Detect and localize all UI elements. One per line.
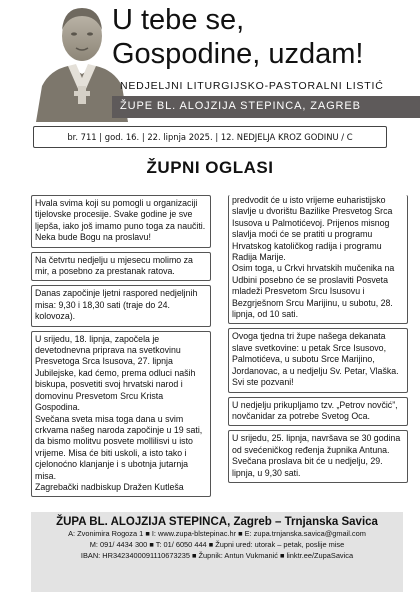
announcement-box xyxy=(31,285,211,326)
footer xyxy=(31,512,403,592)
masthead-subtitle: NEDJELJNI LITURGIJSKO-PASTORALNI LISTIĆ xyxy=(120,80,384,92)
parish-band xyxy=(112,96,420,118)
parish-band-text: ŽUPE BL. ALOJZIJA STEPINCA, ZAGREB xyxy=(120,100,361,112)
announcement-box xyxy=(31,195,211,248)
masthead-title-line1: U tebe se, xyxy=(112,4,245,36)
page-title: ŽUPNI OGLASI xyxy=(146,158,274,177)
announcement-text: Na četvrtu nedjelju u mjesecu molimo za mir, a posebno za prestanak ratova. xyxy=(35,254,193,277)
footer-iban-line: IBAN: HR3423400091110673235 ■ Župnik: Antun Vukmanić ■ linktr.ee/ZupaSavica xyxy=(80,551,354,560)
footer-address-line: A: Zvonimira Rogoza 1 ■ I: www.zupa-blstepinac.hr ■ E: zupa.trnjanska.savica@gmail.com xyxy=(68,529,366,538)
announcement-box xyxy=(228,397,408,427)
announcement-box xyxy=(31,252,211,282)
masthead-title-line2: Gospodine, uzdam! xyxy=(112,38,364,70)
issue-info: br. 711 | god. 16. | 22. lipnja 2025. | 12. NEDJELJA KROZ GODINU / C xyxy=(33,126,387,148)
announcement-text: U srijedu, 25. lipnja, navršava se 30 godina od svećeničkog ređenja župnika Antuna. Svečana proslava bit će u nedjelju, 29. lipnja, u 9,30 sati. xyxy=(232,433,401,478)
footer-title: ŽUPA BL. ALOJZIJA STEPINCA, Zagreb – Trnjanska Savica xyxy=(56,516,378,528)
announcement-text: U srijedu, 18. lipnja, započela je devetodnevna priprava na svetkovinu Presvetoga Srca Isusova, 27. lipnja Jubilejske, kad ćemo, prema odluci naših biskupa, posvetiti svoj hrvatski narod i domovinu Presvetom Srcu Krista Gospodina. Svečana sveta misa toga dana u svim crkvama našeg naroda započinje u 19 sati, da bismo molitvu posvete mollilisvi u isto vrijeme. Misa će biti uskoli, a isto tako i cjelonoćno klanjanje i s ubotnja jutarnja misa. Zagrebački nadbiskup Dražen Kutleša xyxy=(35,333,203,492)
announcement-text: Danas započinje ljetni raspored nedjeljnih misa: 9,30 i 18,30 sati (traje do 24. kolovoza). xyxy=(35,288,198,322)
announcement-text: Ovoga tjedna tri župe našega dekanata slave svetkovine: u petak Srce Isusovo, Palmotićeva, u subotu Srce Marijino, Jordanovac, a u nedjelju Sv. Petar, Vlaška. Svi ste pozvani! xyxy=(232,331,399,388)
masthead xyxy=(0,0,420,122)
announcement-text: U nedjelju prikupljamo tzv. „Petrov novčić”, novčanidar za potrebe Svetog Oca. xyxy=(232,399,398,421)
announcement-text: Hvala svima koji su pomogli u organizaciji tijelovske procesije. Svake godine je sve ljepša, iako još imamo puno toga za naučiti. Neka bude Bogu na proslavu! xyxy=(35,198,206,243)
announcement-box xyxy=(228,430,408,483)
announcement-box xyxy=(31,331,211,498)
left-column xyxy=(31,195,211,501)
footer-phone-line: M: 091/ 4434 300 ■ T: 01/ 6050 444 ■ Župni ured: utorak – petak, poslije mise xyxy=(89,540,345,549)
right-column xyxy=(228,195,408,487)
announcement-box xyxy=(228,195,408,324)
announcement-text: predvodit će u isto vrijeme euharistijsko slavlje u dvorištu Bazilike Presvetog Srca Isusova u Palmotićevoj. Prijenos misnog slavlja moći će se pratiti u programu Hrvatskog katoličkog radija i programu Radija Marije. Osim toga, u Crkvi hrvatskih mučenika na Udbini posebno će se proslaviti Posveta mladeži Presvetom Srcu Isusovu i Bezgrješnom Srcu Marijinu, u subotu, 28. lipnja, od 10 sati. xyxy=(232,195,395,320)
announcement-box xyxy=(228,328,408,392)
